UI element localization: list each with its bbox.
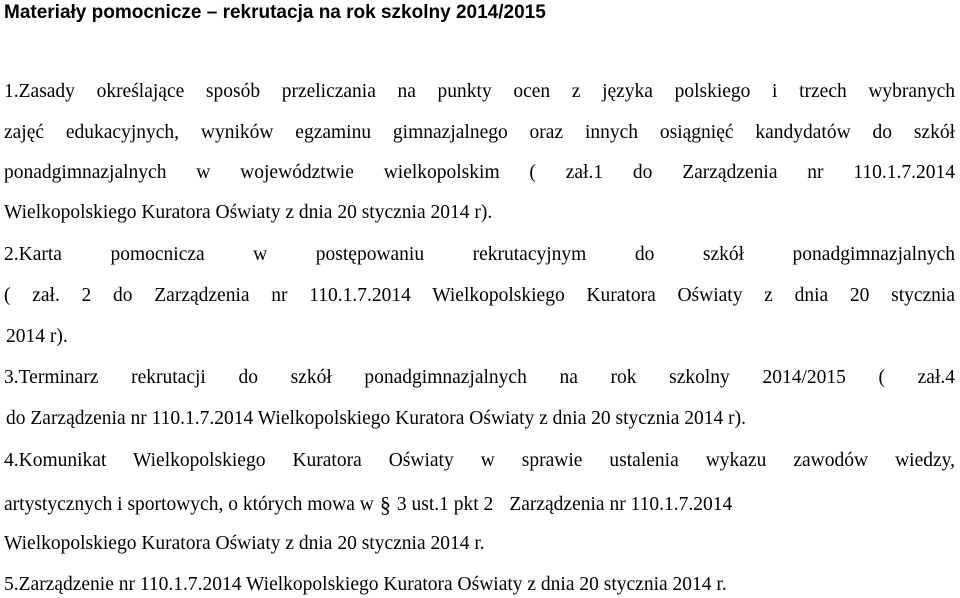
item-4-line-2-middle: 3 ust.1 pkt 2 (396, 494, 494, 515)
item-4-line-3: Wielkopolskiego Kuratora Oświaty z dnia 20 stycznia 2014 r. (4, 533, 485, 554)
item-1-line-2: zajęć edukacyjnych, wyników egzaminu gimnazjalnego oraz innych osiągnięć kandydatów do szkół (4, 122, 955, 143)
item-1-line-1: 1.Zasady określające sposób przeliczania na punkty ocen z języka polskiego i trzech wybranych (4, 81, 955, 102)
item-1-line-3: ponadgimnazjalnych w województwie wielkopolskim ( zał.1 do Zarządzenia nr 110.1.7.2014 (4, 162, 955, 183)
item-4-line-1: 4.Komunikat Wielkopolskiego Kuratora Oświaty w sprawie ustalenia wykazu zawodów wiedzy, (4, 450, 955, 471)
item-4-line-2-start: artystycznych i sportowych, o których mowa w (4, 494, 374, 515)
item-5-line-1: 5.Zarządzenie nr 110.1.7.2014 Wielkopolskiego Kuratora Oświaty z dnia 20 stycznia 2014 r. (4, 574, 727, 595)
section-sign: § (379, 492, 391, 517)
item-2-line-3: 2014 r). (6, 326, 68, 347)
item-2-line-1: 2.Karta pomocnicza w postępowaniu rekrutacyjnym do szkół ponadgimnazjalnych (4, 244, 955, 265)
item-4-line-2 (4, 490, 955, 516)
document-title: Materiały pomocnicze – rekrutacja na rok szkolny 2014/2015 (4, 2, 546, 23)
item-3-line-1: 3.Terminarz rekrutacji do szkół ponadgimnazjalnych na rok szkolny 2014/2015 ( zał.4 (4, 367, 955, 388)
item-2-line-2: ( zał. 2 do Zarządzenia nr 110.1.7.2014 Wielkopolskiego Kuratora Oświaty z dnia 20 stycznia (4, 285, 955, 306)
item-3-line-2: do Zarządzenia nr 110.1.7.2014 Wielkopolskiego Kuratora Oświaty z dnia 20 stycznia 2014 r). (6, 408, 747, 429)
item-4-line-2-end: Zarządzenia nr 110.1.7.2014 (509, 494, 733, 515)
item-1-line-4: Wielkopolskiego Kuratora Oświaty z dnia 20 stycznia 2014 r). (4, 202, 493, 223)
